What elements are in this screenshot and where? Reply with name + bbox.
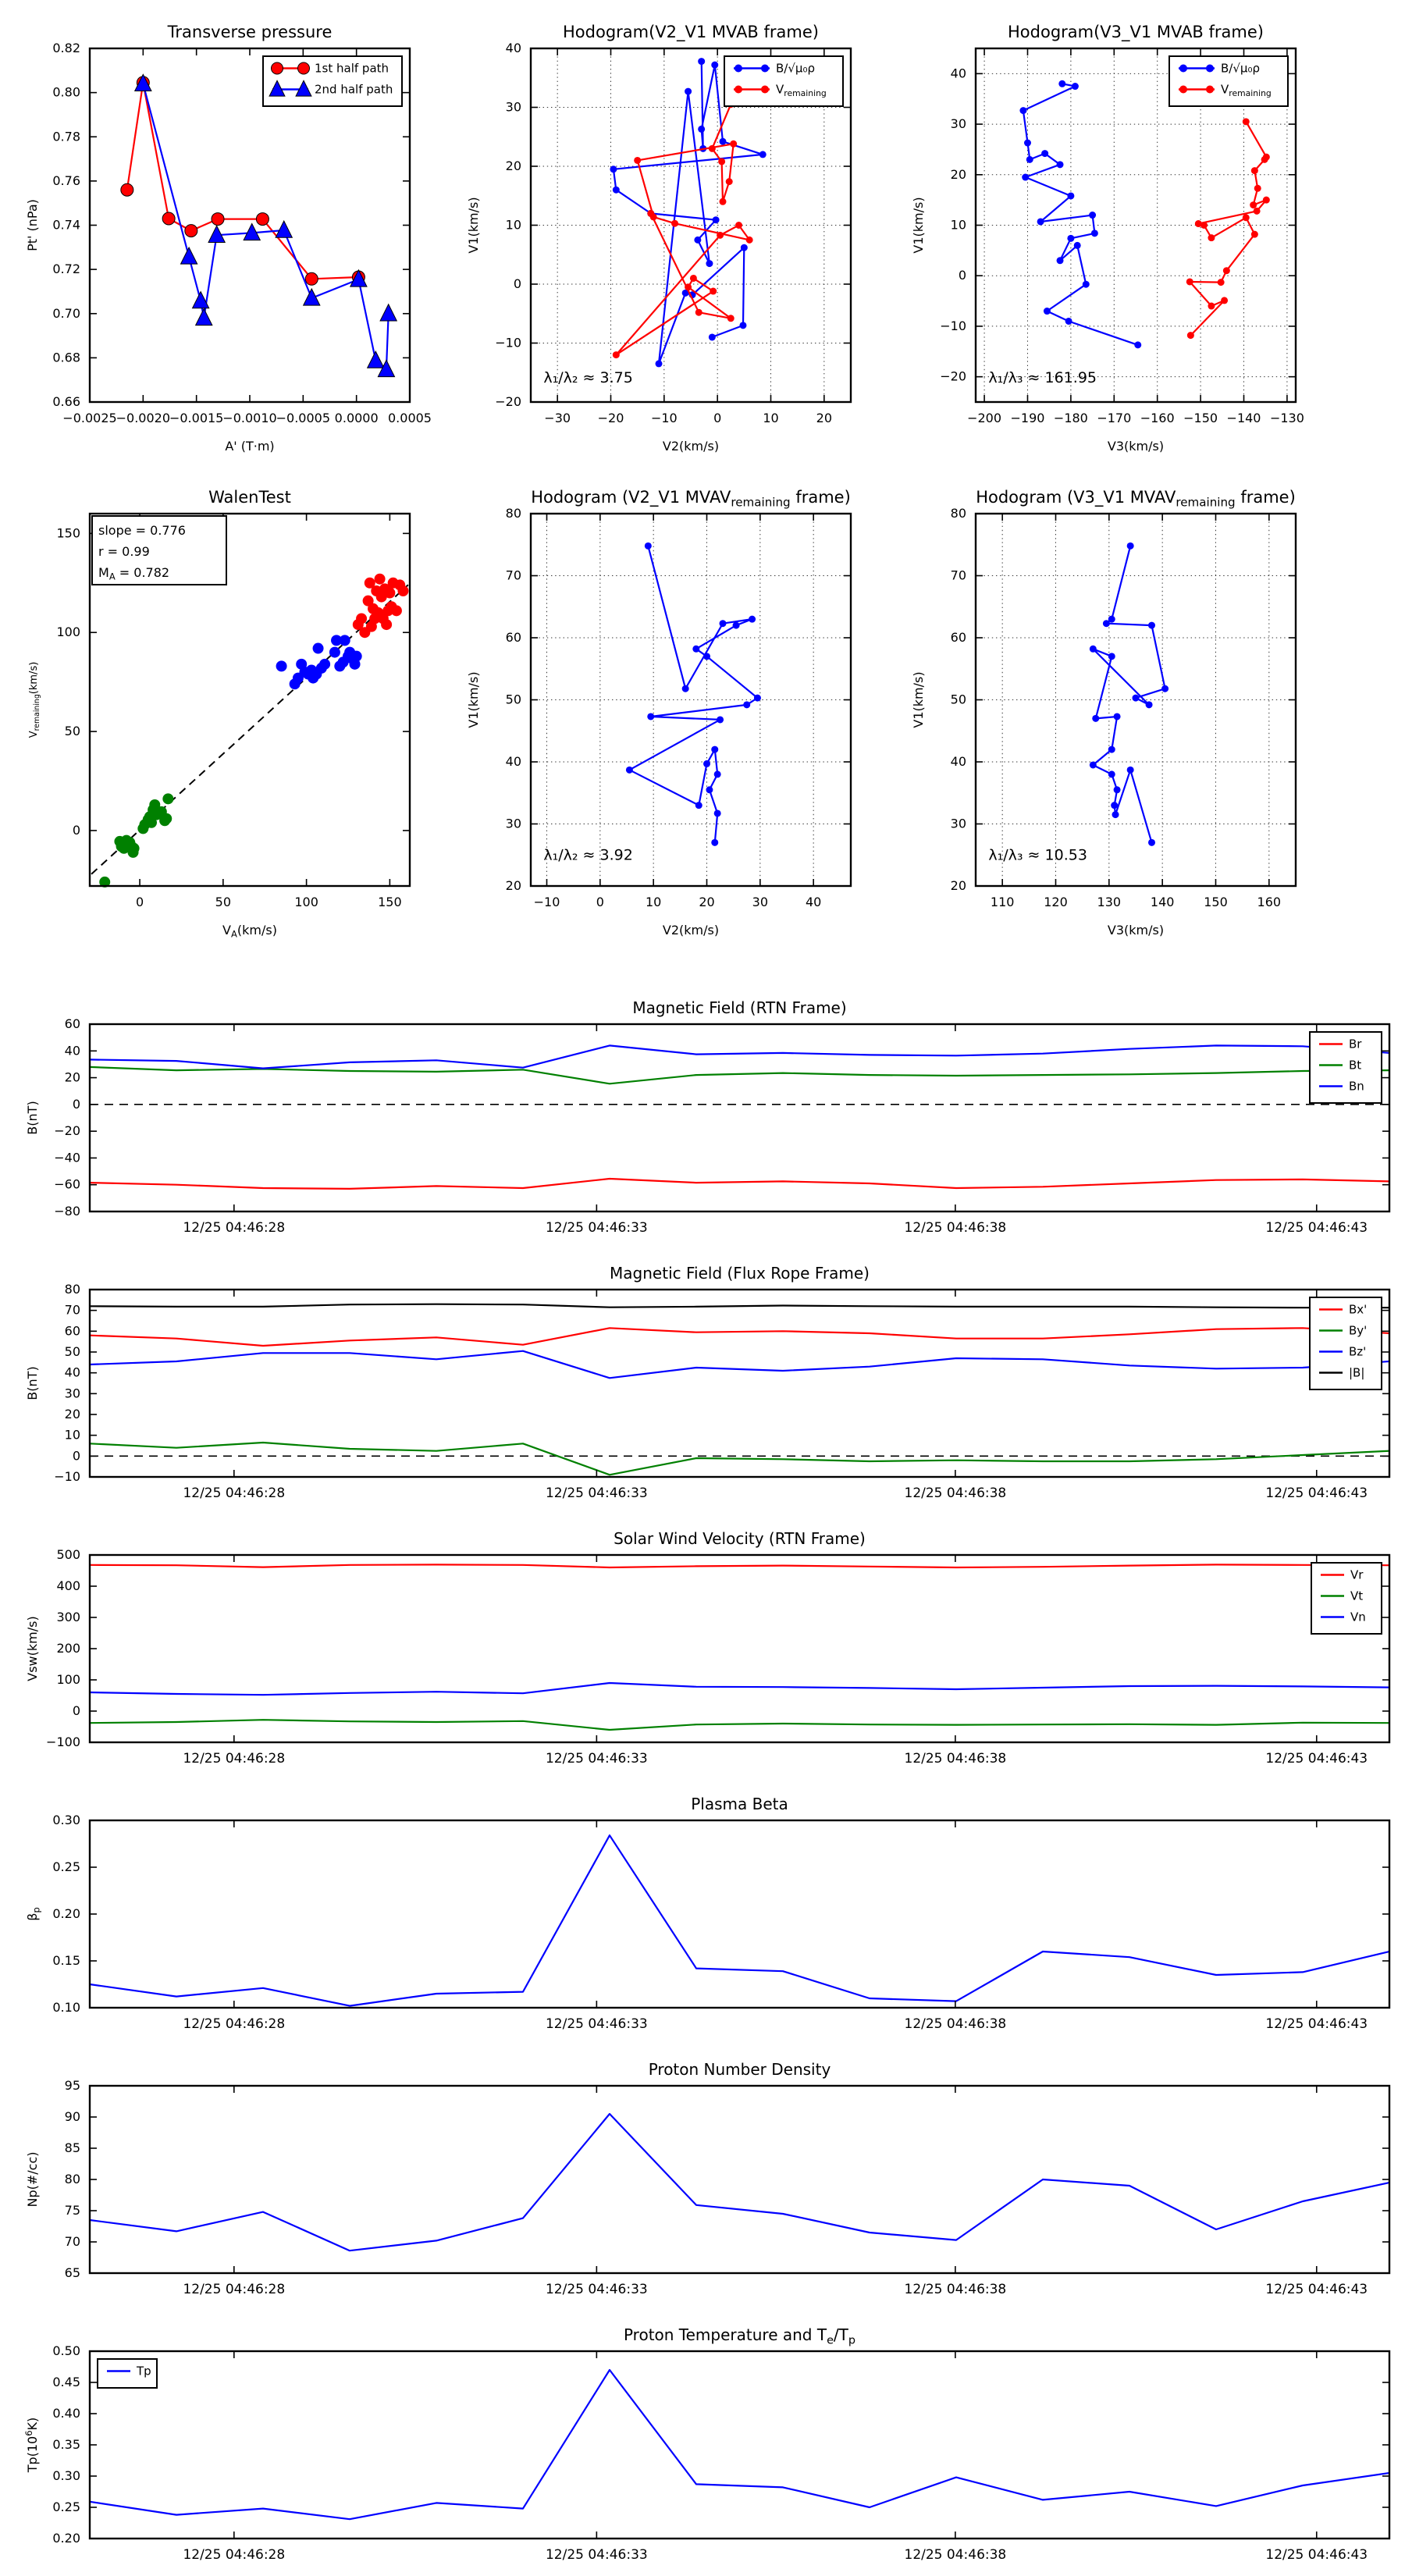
legend	[724, 56, 843, 106]
transverse-pressure-chart	[0, 0, 468, 468]
x-tick-label: −0.0020	[116, 411, 171, 425]
Bn-line	[90, 1045, 1389, 1068]
y-tick-label: 30	[505, 99, 521, 115]
y-axis-label: V1(km/s)	[466, 671, 481, 728]
y-axis-label: Pt' (nPa)	[25, 199, 40, 251]
x-tick-label: 160	[1257, 895, 1282, 909]
y-tick-label: 60	[950, 630, 966, 645]
Bt-line	[90, 1067, 1389, 1083]
x-tick-label: 12/25 04:46:38	[904, 2016, 1007, 2032]
plasma-beta-panel	[0, 1780, 1405, 2045]
chart-title: Magnetic Field (RTN Frame)	[632, 998, 847, 1017]
magnetic-field-rtn-panel	[0, 984, 1405, 1249]
y-axis-label: B(nT)	[25, 1101, 40, 1135]
x-tick-label: 0.0000	[334, 411, 379, 425]
y-tick-label: 70	[64, 1302, 80, 1318]
y-tick-label: 0.74	[52, 217, 80, 233]
hodogram-v2v1-mvab-chart	[441, 0, 909, 468]
legend-label: B/√μ₀ρ	[1221, 61, 1260, 76]
y-tick-label: 0.80	[52, 84, 80, 100]
y-tick-label: 400	[56, 1578, 80, 1593]
x-tick-label: −200	[967, 411, 1002, 425]
annotation: λ₁/λ₂ ≈ 3.92	[543, 846, 633, 864]
y-tick-label: 0.40	[52, 2406, 80, 2421]
stats-box	[92, 516, 226, 585]
stats-line: r = 0.99	[98, 544, 150, 559]
legend	[1310, 1032, 1382, 1103]
annotation: λ₁/λ₂ ≈ 3.75	[543, 369, 633, 387]
y-tick-label: 75	[64, 2203, 80, 2218]
x-tick-label: 12/25 04:46:28	[183, 2016, 286, 2032]
walen-test-chart	[0, 468, 468, 960]
beta-p-line	[90, 1835, 1389, 2005]
alfven-speed-markers	[1019, 80, 1141, 349]
legend-label: By'	[1349, 1323, 1368, 1338]
plot-frame	[90, 1820, 1389, 2008]
x-tick-label: 12/25 04:46:43	[1265, 2547, 1368, 2563]
x-axis-label: V3(km/s)	[1107, 923, 1165, 938]
x-tick-label: 50	[215, 895, 232, 909]
x-tick-label: −20	[597, 411, 624, 425]
legend-label: 2nd half path	[315, 82, 393, 97]
x-tick-label: 10	[763, 411, 779, 425]
x-tick-label: 0	[713, 411, 722, 425]
x-tick-label: 140	[1150, 895, 1175, 909]
x-tick-label: 12/25 04:46:28	[183, 1485, 286, 1501]
x-tick-label: 12/25 04:46:28	[183, 2282, 286, 2297]
y-tick-label: 0.30	[52, 1813, 80, 1827]
y-tick-label: −40	[54, 1150, 80, 1165]
magnetic-field-flux-rope-panel	[0, 1249, 1405, 1514]
plot-frame	[90, 1290, 1389, 1477]
y-tick-label: 50	[950, 692, 966, 707]
x-tick-label: 12/25 04:46:38	[904, 2282, 1007, 2297]
y-tick-label: 300	[56, 1610, 80, 1624]
y-tick-label: −80	[54, 1204, 80, 1219]
y-tick-label: −10	[54, 1469, 80, 1484]
y-tick-label: 40	[950, 66, 966, 81]
chart-title: Proton Temperature and $T_e/T_p$	[623, 2325, 856, 2347]
y-tick-label: 500	[56, 1547, 80, 1562]
y-tick-label: 60	[64, 1016, 80, 1031]
x-tick-label: −170	[1097, 411, 1132, 425]
x-tick-label: 0	[135, 895, 144, 909]
x-tick-label: 0.0005	[388, 411, 432, 425]
y-tick-label: −20	[940, 368, 966, 384]
y-tick-label: 0.45	[52, 2375, 80, 2389]
y-tick-label: 0	[72, 1096, 80, 1112]
second-half-path-markers	[135, 74, 397, 376]
y-tick-label: 30	[505, 816, 521, 831]
x-tick-label: 12/25 04:46:43	[1265, 1751, 1368, 1767]
y-tick-label: 40	[64, 1364, 80, 1380]
y-axis-label: V1(km/s)	[466, 197, 481, 254]
Np-line	[90, 2114, 1389, 2250]
y-tick-label: 80	[950, 506, 966, 521]
plot-frame	[90, 1024, 1389, 1212]
walen-green-cluster-markers	[99, 793, 173, 888]
y-tick-label: 50	[64, 1344, 80, 1359]
y-tick-label: 95	[64, 2078, 80, 2093]
x-tick-label: −160	[1140, 411, 1175, 425]
x-axis-label: V2(km/s)	[662, 923, 720, 938]
legend	[1169, 56, 1288, 106]
y-tick-label: 40	[505, 41, 521, 55]
y-tick-label: 20	[64, 1407, 80, 1421]
x-tick-label: 12/25 04:46:43	[1265, 1485, 1368, 1501]
y-tick-label: 40	[950, 754, 966, 769]
x-tick-label: −0.0015	[169, 411, 224, 425]
y-tick-label: 0.35	[52, 2437, 80, 2452]
y-tick-label: 0.68	[52, 350, 80, 365]
x-tick-label: 12/25 04:46:33	[545, 2547, 648, 2563]
y-tick-label: 200	[56, 1641, 80, 1656]
x-tick-label: 150	[1204, 895, 1228, 909]
Bx-prime-line	[90, 1328, 1389, 1346]
y-tick-label: −10	[940, 318, 966, 333]
y-tick-label: 60	[64, 1323, 80, 1339]
v-path-line	[629, 546, 757, 842]
Vt-line	[90, 1720, 1389, 1730]
y-tick-label: 20	[950, 878, 966, 893]
legend-label: 1st half path	[315, 61, 389, 76]
x-tick-label: 12/25 04:46:43	[1265, 1220, 1368, 1236]
legend	[98, 2359, 157, 2388]
walen-blue-cluster-markers	[276, 635, 362, 689]
y-tick-label: 0.82	[52, 41, 80, 55]
x-tick-label: 12/25 04:46:38	[904, 2547, 1007, 2563]
Tp-line	[90, 2370, 1389, 2519]
y-tick-label: 100	[56, 624, 80, 640]
grid	[531, 514, 851, 886]
y-tick-label: −10	[495, 335, 521, 350]
v-path-markers	[626, 543, 761, 846]
y-tick-label: 0.50	[52, 2343, 80, 2358]
legend-label: $V_{remaining}$	[1221, 82, 1272, 98]
stats-line: $M_A = 0.782$	[98, 565, 170, 582]
y-tick-label: 0.72	[52, 262, 80, 277]
x-tick-label: 110	[990, 895, 1015, 909]
legend-label: Bn	[1349, 1079, 1364, 1094]
x-tick-label: 12/25 04:46:38	[904, 1485, 1007, 1501]
legend-label: B/√μ₀ρ	[776, 61, 815, 76]
hodogram-v2v1-mvav-chart	[441, 468, 909, 960]
chart-title: Solar Wind Velocity (RTN Frame)	[614, 1529, 866, 1548]
y-tick-label: 0	[958, 268, 966, 283]
y-tick-label: 80	[505, 506, 521, 521]
y-axis-label: V1(km/s)	[911, 197, 926, 254]
y-tick-label: 10	[950, 217, 966, 233]
y-tick-label: 30	[64, 1386, 80, 1401]
x-axis-label: A' (T·m)	[225, 439, 275, 454]
x-tick-label: 12/25 04:46:33	[545, 2016, 648, 2032]
y-tick-label: 60	[505, 630, 521, 645]
ticks	[52, 1813, 1389, 2032]
chart-title: Hodogram(V3_V1 MVAB frame)	[1008, 23, 1264, 41]
Vn-line	[90, 1683, 1389, 1695]
x-tick-label: 130	[1097, 895, 1122, 909]
y-tick-label: 0	[513, 276, 521, 291]
chart-title: Transverse pressure	[167, 23, 333, 41]
y-tick-label: 0	[72, 1703, 80, 1718]
legend	[1310, 1297, 1382, 1389]
y-tick-label: 50	[64, 724, 80, 739]
annotation: λ₁/λ₃ ≈ 10.53	[988, 846, 1087, 864]
y-tick-label: −100	[46, 1735, 80, 1749]
y-tick-label: 20	[505, 158, 521, 173]
y-axis-label: $\beta_p$	[25, 1907, 42, 1921]
x-tick-label: 12/25 04:46:33	[545, 1485, 648, 1501]
legend-label: Vr	[1350, 1567, 1364, 1582]
ticks	[54, 1282, 1389, 1501]
y-tick-label: 10	[505, 217, 521, 233]
legend-label: Bx'	[1349, 1302, 1368, 1317]
y-tick-label: 20	[505, 878, 521, 893]
ticks	[52, 2343, 1389, 2563]
By-prime-line	[90, 1443, 1389, 1475]
x-tick-label: −150	[1183, 411, 1218, 425]
y-tick-label: 0.78	[52, 129, 80, 144]
y-tick-label: 65	[64, 2265, 80, 2280]
x-tick-label: 12/25 04:46:33	[545, 1220, 648, 1236]
x-tick-label: −130	[1269, 411, 1304, 425]
y-tick-label: 0.15	[52, 1953, 80, 1968]
stats-line: slope = 0.776	[98, 523, 186, 538]
y-tick-label: 80	[64, 1282, 80, 1297]
chart-title: Plasma Beta	[691, 1795, 788, 1813]
y-tick-label: 85	[64, 2140, 80, 2155]
chart-title: Magnetic Field (Flux Rope Frame)	[610, 1264, 870, 1283]
x-tick-label: 12/25 04:46:38	[904, 1220, 1007, 1236]
legend-label: Vt	[1350, 1589, 1364, 1603]
y-tick-label: 0.20	[52, 1906, 80, 1921]
walen-red-cluster-markers	[353, 574, 409, 639]
x-tick-label: 12/25 04:46:28	[183, 1751, 286, 1767]
ticks	[65, 2078, 1389, 2297]
x-tick-label: 40	[805, 895, 822, 909]
hodogram-v3v1-mvab-chart	[886, 0, 1354, 468]
Br-line	[90, 1179, 1389, 1189]
legend-label: |B|	[1349, 1365, 1365, 1380]
x-tick-label: −10	[533, 895, 560, 909]
y-axis-label: B(nT)	[25, 1366, 40, 1400]
x-tick-label: 12/25 04:46:33	[545, 2282, 648, 2297]
x-tick-label: −190	[1010, 411, 1045, 425]
x-tick-label: 120	[1044, 895, 1068, 909]
y-tick-label: −20	[495, 394, 521, 409]
y-tick-label: 0.66	[52, 394, 80, 409]
x-tick-label: −30	[544, 411, 571, 425]
ticks	[54, 1016, 1389, 1236]
legend-label: Tp	[137, 2364, 151, 2379]
proton-number-density-panel	[0, 2045, 1405, 2311]
y-axis-label: V1(km/s)	[911, 671, 926, 728]
y-tick-label: 30	[950, 116, 966, 132]
y-tick-label: 40	[505, 754, 521, 769]
chart-title: WalenTest	[208, 488, 291, 507]
y-tick-label: 0.30	[52, 2468, 80, 2483]
v-path-line	[1093, 546, 1165, 842]
chart-title: Proton Number Density	[648, 2060, 831, 2079]
y-tick-label: 70	[505, 568, 521, 583]
y-tick-label: 150	[56, 525, 80, 541]
legend-label: Bz'	[1349, 1344, 1367, 1359]
x-tick-label: −140	[1226, 411, 1261, 425]
chart-title: Hodogram(V2_V1 MVAB frame)	[563, 23, 819, 41]
y-tick-label: 0.76	[52, 173, 80, 188]
legend	[263, 56, 402, 106]
solar-wind-velocity-panel	[0, 1514, 1405, 1780]
x-tick-label: −0.0005	[276, 411, 331, 425]
Bz-prime-line	[90, 1351, 1389, 1379]
y-tick-label: 70	[64, 2234, 80, 2249]
y-tick-label: 20	[950, 166, 966, 182]
y-tick-label: 0.25	[52, 1859, 80, 1874]
y-tick-label: 50	[505, 692, 521, 707]
v-remaining-line	[1190, 122, 1266, 336]
legend	[1311, 1563, 1382, 1634]
x-tick-label: −0.0010	[222, 411, 277, 425]
second-half-path-line	[143, 84, 388, 369]
y-tick-label: 70	[950, 568, 966, 583]
annotation: λ₁/λ₃ ≈ 161.95	[988, 369, 1097, 387]
y-axis-label: Vsw(km/s)	[25, 1616, 40, 1681]
y-tick-label: 0.70	[52, 305, 80, 321]
x-tick-label: 150	[378, 895, 402, 909]
y-tick-label: 40	[64, 1043, 80, 1059]
y-tick-label: −60	[54, 1176, 80, 1192]
plot-frame	[90, 1555, 1389, 1742]
x-tick-label: 12/25 04:46:43	[1265, 2282, 1368, 2297]
x-tick-label: 0	[596, 895, 604, 909]
x-axis-label: V3(km/s)	[1107, 439, 1165, 454]
x-tick-label: 100	[294, 895, 318, 909]
x-tick-label: −180	[1053, 411, 1088, 425]
proton-temperature-panel	[0, 2311, 1405, 2576]
legend-label: Bt	[1349, 1058, 1362, 1073]
y-tick-label: 80	[64, 2172, 80, 2186]
Vr-line	[90, 1564, 1389, 1567]
x-tick-label: 12/25 04:46:43	[1265, 2016, 1368, 2032]
y-tick-label: 20	[64, 1069, 80, 1085]
y-axis-label: $V_{remaining}(km/s)$	[28, 661, 41, 738]
y-axis-label: Np(#/cc)	[25, 2151, 40, 2208]
y-tick-label: 0.10	[52, 2000, 80, 2015]
ticks	[46, 1547, 1389, 1767]
x-tick-label: −10	[650, 411, 678, 425]
x-tick-label: 20	[699, 895, 715, 909]
y-tick-label: 0	[72, 1448, 80, 1464]
x-axis-label: V2(km/s)	[662, 439, 720, 454]
first-half-path-markers	[121, 76, 365, 285]
B-magnitude-line	[90, 1304, 1389, 1308]
x-tick-label: 12/25 04:46:38	[904, 1751, 1007, 1767]
y-tick-label: 0.25	[52, 2500, 80, 2514]
y-tick-label: 0	[72, 822, 80, 838]
y-tick-label: 0.20	[52, 2531, 80, 2546]
alfven-speed-line	[1023, 84, 1138, 345]
x-tick-label: 20	[816, 411, 833, 425]
x-tick-label: 10	[645, 895, 662, 909]
y-axis-label: $Tp(10^6K)$	[23, 2417, 40, 2473]
first-half-path-line	[127, 83, 359, 279]
y-tick-label: 10	[64, 1427, 80, 1443]
hodogram-v3v1-mvav-chart	[886, 468, 1354, 960]
x-axis-label: $V_A(km/s)$	[222, 923, 277, 940]
x-tick-label: 30	[752, 895, 769, 909]
legend-label: Vn	[1350, 1610, 1366, 1624]
x-tick-label: 12/25 04:46:33	[545, 1751, 648, 1767]
y-tick-label: 100	[56, 1672, 80, 1687]
legend-label: $V_{remaining}$	[776, 82, 827, 98]
plot-frame	[90, 2086, 1389, 2273]
chart-title: Hodogram (V2_V1 $MVAV_{remaining}$ frame)	[531, 488, 851, 510]
x-tick-label: 12/25 04:46:28	[183, 1220, 286, 1236]
y-tick-label: 90	[64, 2109, 80, 2124]
y-tick-label: −20	[54, 1123, 80, 1139]
y-tick-label: 30	[950, 816, 966, 831]
legend-label: Br	[1349, 1037, 1362, 1051]
chart-title: Hodogram (V3_V1 $MVAV_{remaining}$ frame)	[976, 488, 1296, 510]
x-tick-label: 12/25 04:46:28	[183, 2547, 286, 2563]
x-tick-label: −0.0025	[62, 411, 117, 425]
